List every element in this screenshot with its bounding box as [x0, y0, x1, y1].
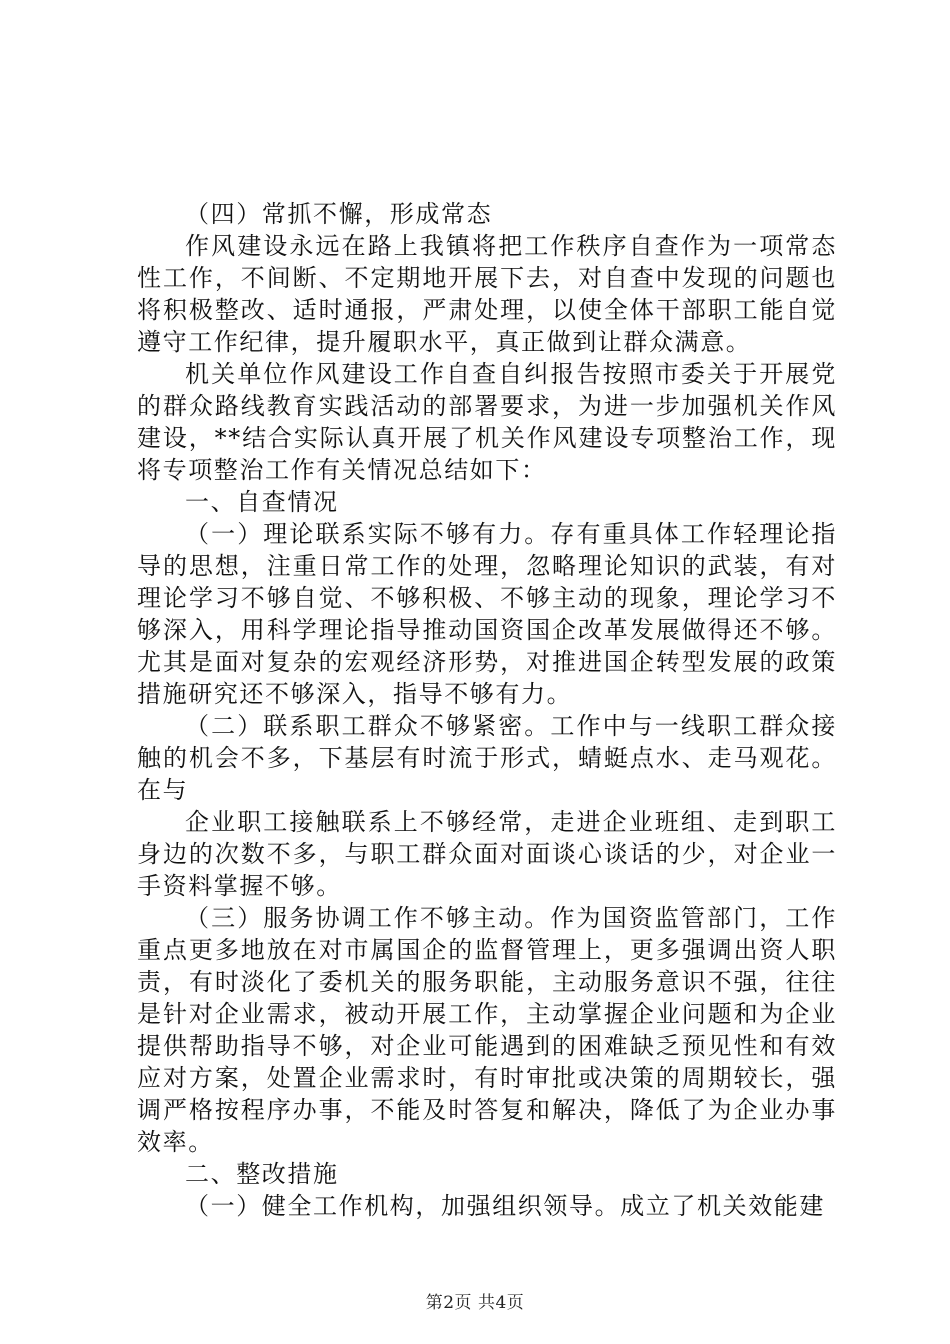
paragraph: （三）服务协调工作不够主动。作为国资监管部门，工作重点更多地放在对市属国企的监督管理上，更多强调出资人职责，有时淡化了委机关的服务职能，主动服务意识不强，往往是针对企业需求，被动开展工作，主动掌握企业问题和为企业提供帮助指导不够，对企业可能遇到的困难缺乏预见性和有效应对方案，处置企业需求时，有时审批或决策的周期较长，强调严格按程序办事，不能及时答复和解决，降低了为企业办事效率。 [137, 904, 837, 1156]
paragraph: （二）联系职工群众不够紧密。工作中与一线职工群众接触的机会不多，下基层有时流于形式，蜻蜓点水、走马观花。在与 [137, 712, 837, 804]
section-heading-measures: 二、整改措施 [185, 1160, 339, 1188]
paragraph: 企业职工接触联系上不够经常，走进企业班组、走到职工身边的次数不多，与职工群众面对面谈心谈话的少，对企业一手资料掌握不够。 [137, 808, 837, 900]
paragraph: （一）健全工作机构，加强组织领导。成立了机关效能建 [185, 1192, 825, 1220]
document-body [137, 198, 837, 1222]
section-heading-4: （四）常抓不懈，形成常态 [185, 200, 493, 228]
paragraph: 机关单位作风建设工作自查自纠报告按照市委关于开展党的群众路线教育实践活动的部署要求，为进一步加强机关作风建设，**结合实际认真开展了机关作风建设专项整治工作，现将专项整治工作有关情况总结如下： [137, 360, 837, 484]
paragraph: 作风建设永远在路上我镇将把工作秩序自查作为一项常态性工作，不间断、不定期地开展下去，对自查中发现的问题也将积极整改、适时通报，严肃处理，以使全体干部职工能自觉遵守工作纪律，提升履职水平，真正做到让群众满意。 [137, 232, 837, 356]
section-heading-self-check: 一、自查情况 [185, 488, 339, 516]
page-number-footer: 第2页 共4页 [425, 1293, 525, 1313]
paragraph: （一）理论联系实际不够有力。存有重具体工作轻理论指导的思想，注重日常工作的处理，忽略理论知识的武装，有对理论学习不够自觉、不够积极、不够主动的现象，理论学习不够深入，用科学理论指导推动国资国企改革发展做得还不够。尤其是面对复杂的宏观经济形势，对推进国企转型发展的政策措施研究还不够深入，指导不够有力。 [137, 520, 837, 708]
